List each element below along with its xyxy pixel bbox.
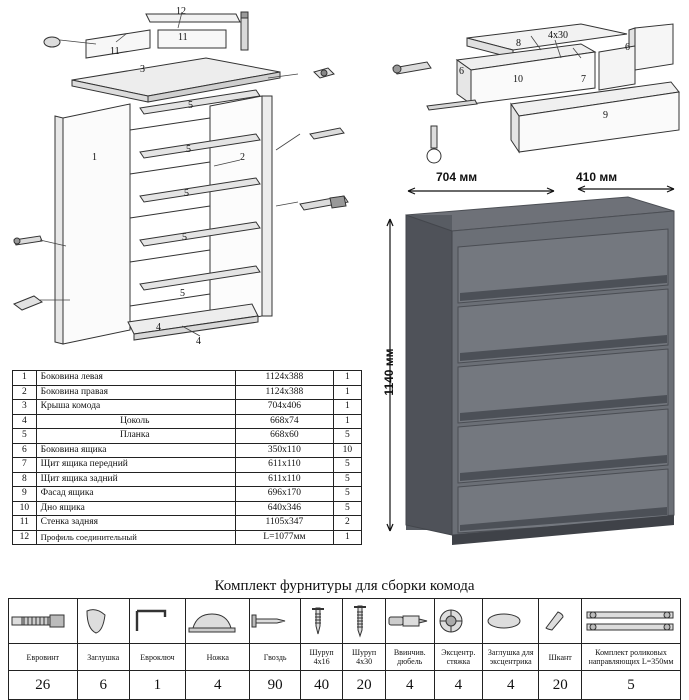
callout-7: 7 — [581, 74, 586, 85]
part-number: 5 — [13, 429, 37, 444]
screw-4x16-icon — [300, 599, 342, 644]
callout-4-b: 4 — [196, 336, 201, 347]
callout-4-a: 4 — [156, 322, 161, 333]
part-number: 8 — [13, 472, 37, 487]
parts-table-body — [13, 371, 362, 545]
part-qty: 5 — [333, 472, 361, 487]
part-dim: 668х60 — [235, 429, 333, 444]
callout-1: 1 — [92, 152, 97, 163]
callout-5-c: 5 — [184, 188, 189, 199]
hardware-name: Заглушка для эксцентрика — [483, 644, 539, 671]
table-row — [13, 487, 362, 502]
part-name: Фасад ящика — [36, 487, 235, 502]
part-qty: 2 — [333, 516, 361, 531]
part-number: 1 — [13, 371, 37, 386]
hardware-qty: 4 — [385, 671, 434, 700]
part-qty: 1 — [333, 400, 361, 415]
callout-12: 12 — [176, 6, 186, 17]
callout-5-d: 5 — [182, 232, 187, 243]
callout-9: 9 — [603, 110, 608, 121]
hardware-qty: 6 — [77, 671, 129, 700]
hardware-qty: 4 — [186, 671, 250, 700]
height-dimension-label: 1140 мм — [382, 348, 396, 396]
part-number: 2 — [13, 385, 37, 400]
part-dim: 1105х347 — [235, 516, 333, 531]
hardware-name: Шкант — [539, 644, 582, 671]
hardware-qty: 40 — [300, 671, 342, 700]
table-row — [13, 400, 362, 415]
table-row — [13, 530, 362, 545]
hardware-qty: 26 — [9, 671, 78, 700]
callout-11-right: 11 — [178, 32, 188, 43]
part-dim: L=1077мм — [235, 530, 333, 545]
hardware-name: Шуруп 4х30 — [343, 644, 385, 671]
hardware-qty: 5 — [582, 671, 681, 700]
screw-in-dowel-icon — [385, 599, 434, 644]
table-row — [13, 385, 362, 400]
hardware-qty: 20 — [343, 671, 385, 700]
callout-10: 10 — [513, 74, 523, 85]
part-name: Цоколь — [36, 414, 235, 429]
chest-render — [378, 170, 688, 575]
part-qty: 5 — [333, 501, 361, 516]
part-name: Щит ящика задний — [36, 472, 235, 487]
eccentric-cap-icon — [483, 599, 539, 644]
part-qty: 5 — [333, 458, 361, 473]
part-number: 12 — [13, 530, 37, 545]
table-row — [13, 371, 362, 386]
part-dim: 696х170 — [235, 487, 333, 502]
hardware-name: Евровинт — [9, 644, 78, 671]
callout-6-left: 6 — [459, 66, 464, 77]
callout-4x30: 4x30 — [548, 30, 568, 41]
part-dim: 1124х388 — [235, 385, 333, 400]
exploded-cabinet-diagram — [0, 0, 380, 360]
width-dimension-label: 704 мм — [436, 170, 478, 184]
hardware-qty: 20 — [539, 671, 582, 700]
hardware-name: Евроключ — [129, 644, 185, 671]
euro-screw-icon — [9, 599, 78, 644]
table-row — [13, 516, 362, 531]
callout-2: 2 — [240, 152, 245, 163]
hardware-qty-row — [9, 671, 681, 700]
nail-icon — [250, 599, 300, 644]
exploded-cabinet-svg — [0, 0, 380, 365]
hardware-name: Ножка — [186, 644, 250, 671]
part-number: 4 — [13, 414, 37, 429]
hardware-name: Гвоздь — [250, 644, 300, 671]
callout-5-a: 5 — [188, 100, 193, 111]
part-number: 11 — [13, 516, 37, 531]
hardware-icon-row — [9, 599, 681, 644]
callout-5-b: 5 — [186, 144, 191, 155]
part-number: 6 — [13, 443, 37, 458]
hardware-name: Комплект роликовых направляющих L=350мм — [582, 644, 681, 671]
callout-8: 8 — [516, 38, 521, 49]
part-name: Дно ящика — [36, 501, 235, 516]
part-qty: 5 — [333, 487, 361, 502]
part-qty: 10 — [333, 443, 361, 458]
part-dim: 668х74 — [235, 414, 333, 429]
part-dim: 1124х388 — [235, 371, 333, 386]
hardware-qty: 90 — [250, 671, 300, 700]
part-number: 10 — [13, 501, 37, 516]
depth-dimension-label: 410 мм — [576, 170, 618, 184]
part-name: Боковина правая — [36, 385, 235, 400]
callout-3: 3 — [140, 64, 145, 75]
part-name: Стенка задняя — [36, 516, 235, 531]
hardware-name: Заглушка — [77, 644, 129, 671]
drawer-detail-svg — [385, 0, 685, 170]
table-row — [13, 414, 362, 429]
hardware-name: Шуруп 4х16 — [300, 644, 342, 671]
drawer-detail-diagram — [385, 0, 685, 170]
slide-rails-icon — [582, 599, 681, 644]
table-row — [13, 472, 362, 487]
part-dim: 611х110 — [235, 458, 333, 473]
table-row — [13, 458, 362, 473]
chest-render-svg — [378, 175, 688, 575]
callout-11-left: 11 — [110, 46, 120, 57]
leg-icon — [186, 599, 250, 644]
hardware-name: Эксцентр. стяжка — [434, 644, 482, 671]
part-name: Профиль соединительный — [36, 530, 235, 545]
table-row — [13, 501, 362, 516]
hardware-qty: 4 — [434, 671, 482, 700]
part-name: Боковина ящика — [36, 443, 235, 458]
part-qty: 1 — [333, 371, 361, 386]
part-name: Щит ящика передний — [36, 458, 235, 473]
part-name: Планка — [36, 429, 235, 444]
callout-5-e: 5 — [180, 288, 185, 299]
hardware-qty: 4 — [483, 671, 539, 700]
hardware-kit-title: Комплект фурнитуры для сборки комода — [214, 578, 475, 594]
hardware-name-row — [9, 644, 681, 671]
part-name: Боковина левая — [36, 371, 235, 386]
eccentric-icon — [434, 599, 482, 644]
dowel-icon — [539, 599, 582, 644]
part-number: 3 — [13, 400, 37, 415]
part-qty: 1 — [333, 385, 361, 400]
table-row — [13, 443, 362, 458]
part-number: 9 — [13, 487, 37, 502]
part-dim: 704х406 — [235, 400, 333, 415]
part-qty: 1 — [333, 530, 361, 545]
cap-icon — [77, 599, 129, 644]
table-row — [13, 429, 362, 444]
parts-table — [12, 370, 362, 545]
hardware-table — [8, 598, 681, 700]
part-qty: 1 — [333, 414, 361, 429]
hardware-qty: 1 — [129, 671, 185, 700]
part-dim: 640х346 — [235, 501, 333, 516]
part-name: Крыша комода — [36, 400, 235, 415]
part-dim: 611х110 — [235, 472, 333, 487]
callout-6-right: 6 — [625, 42, 630, 53]
hardware-name: Ввинчив. дюбель — [385, 644, 434, 671]
part-number: 7 — [13, 458, 37, 473]
part-dim: 350х110 — [235, 443, 333, 458]
screw-4x30-icon — [343, 599, 385, 644]
allen-key-icon — [129, 599, 185, 644]
part-qty: 5 — [333, 429, 361, 444]
